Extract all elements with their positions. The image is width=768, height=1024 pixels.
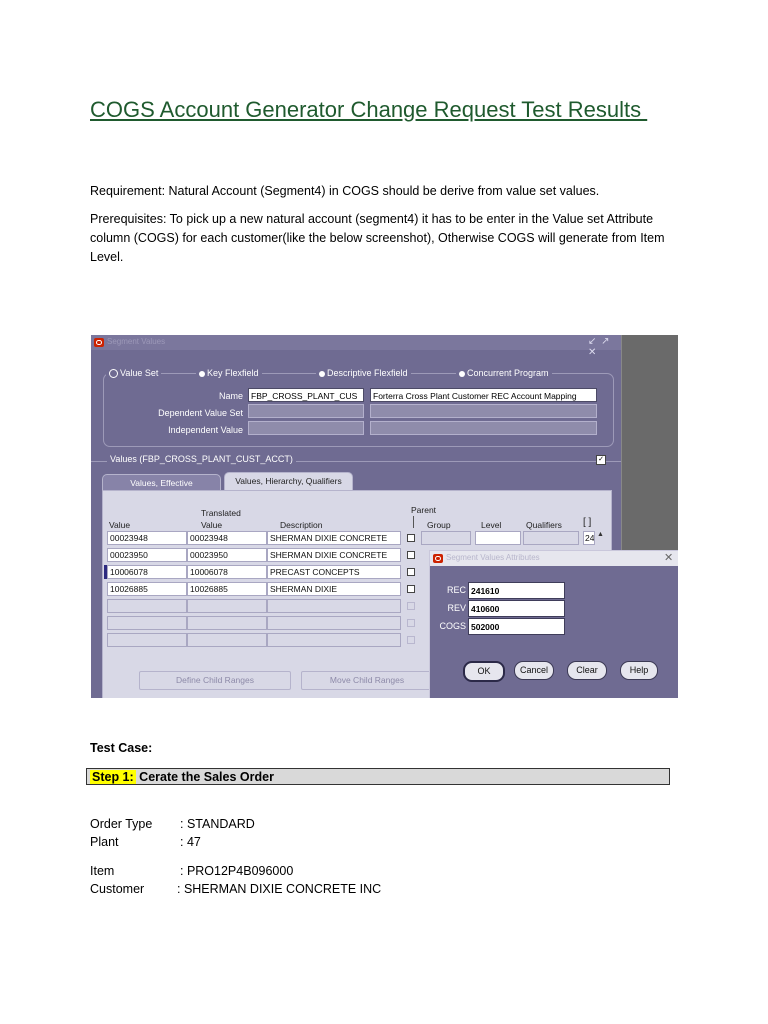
parent-checkbox[interactable] xyxy=(407,602,415,610)
group-cell[interactable] xyxy=(421,531,471,545)
radio-icon xyxy=(199,371,205,377)
requirement-text: Requirement: Natural Account (Segment4) in COGS should be derive from value set values. xyxy=(90,184,600,198)
radio-concurrent-program[interactable] xyxy=(456,368,552,378)
radio-label: Concurrent Program xyxy=(467,368,549,378)
radio-key-flexfield[interactable] xyxy=(196,368,262,378)
column-header-value: Value xyxy=(109,520,131,530)
radio-value-set[interactable] xyxy=(106,368,161,378)
table-row-description[interactable]: PRECAST CONCEPTS xyxy=(267,565,401,579)
segment-values-attributes-dialog xyxy=(429,550,678,698)
table-row-translated[interactable]: 00023948 xyxy=(187,531,267,545)
tab-values-hierarchy-qualifiers[interactable]: Values, Hierarchy, Qualifiers xyxy=(224,472,353,491)
step-number-highlight: Step 1: xyxy=(92,770,134,784)
table-row-empty[interactable] xyxy=(107,633,187,647)
column-header-group: Group xyxy=(427,520,451,530)
values-section-label: Values (FBP_CROSS_PLANT_CUST_ACCT) xyxy=(107,454,296,464)
dependent-description-field[interactable] xyxy=(370,404,597,418)
radio-selected-icon xyxy=(109,369,118,378)
table-row-empty[interactable] xyxy=(187,616,267,630)
table-row-translated[interactable]: 10026885 xyxy=(187,582,267,596)
scroll-up-icon[interactable]: ▲ xyxy=(597,531,604,538)
test-case-label: Test Case: xyxy=(90,741,153,755)
level-cell[interactable] xyxy=(475,531,521,545)
name-label: Name xyxy=(218,391,243,401)
field-key: Customer xyxy=(90,882,145,896)
field-value: : 47 xyxy=(180,835,201,849)
radio-label: Descriptive Flexfield xyxy=(327,368,408,378)
dependent-value-set-label: Dependent Value Set xyxy=(158,408,243,418)
prerequisites-text: Prerequisites: To pick up a new natural account (segment4) it has to be enter in the Value set Attribute column (COGS) for each customer(like the below screenshot), Otherwise COGS will generate from Item Level. xyxy=(90,212,665,264)
field-value: : STANDARD xyxy=(180,817,255,831)
independent-value-label: Independent Value xyxy=(168,425,243,435)
radio-icon xyxy=(319,371,325,377)
table-row-empty[interactable] xyxy=(107,599,187,613)
help-button[interactable]: Help xyxy=(620,661,658,680)
field-key: Item xyxy=(90,864,115,878)
column-header-bracket: [ ] xyxy=(583,517,592,528)
rec-label: REC xyxy=(446,585,466,595)
table-row-value[interactable]: 10026885 xyxy=(107,582,187,596)
rev-field[interactable]: 410600 xyxy=(468,600,565,617)
rec-field[interactable]: 241610 xyxy=(468,582,565,599)
column-header-translated-value: Value xyxy=(201,520,223,530)
column-header-level: Level xyxy=(481,520,502,530)
tab-values-effective[interactable]: Values, Effective xyxy=(102,474,221,491)
qualifiers-cell[interactable] xyxy=(523,531,579,545)
close-icon[interactable]: ✕ xyxy=(664,552,674,564)
clear-button[interactable]: Clear xyxy=(567,661,607,680)
dialog-titlebar xyxy=(430,551,678,566)
table-row-value[interactable]: 10006078 xyxy=(107,565,187,579)
name-field[interactable]: FBP_CROSS_PLANT_CUS xyxy=(248,388,364,402)
independent-description-field[interactable] xyxy=(370,421,597,435)
cogs-field[interactable]: 502000 xyxy=(468,618,565,635)
step-heading xyxy=(86,768,670,785)
values-checkbox[interactable]: ✓ xyxy=(596,455,606,465)
table-row-empty[interactable] xyxy=(267,633,401,647)
radio-descriptive-flexfield[interactable] xyxy=(316,368,411,378)
parent-checkbox[interactable] xyxy=(407,636,415,644)
define-child-ranges-button[interactable]: Define Child Ranges xyxy=(139,671,291,690)
window-title: Segment Values xyxy=(107,337,166,346)
step-text: Cerate the Sales Order xyxy=(135,770,274,784)
column-header-description: Description xyxy=(280,520,323,530)
table-row-empty[interactable] xyxy=(267,616,401,630)
ok-button[interactable]: OK xyxy=(463,661,505,682)
document-title: COGS Account Generator Change Request Test Results xyxy=(90,97,648,122)
field-value: : SHERMAN DIXIE CONCRETE INC xyxy=(177,882,382,896)
segment-values-window xyxy=(91,335,678,698)
parent-checkbox[interactable] xyxy=(407,551,415,559)
cancel-button[interactable]: Cancel xyxy=(514,661,554,680)
table-row-value[interactable]: 00023948 xyxy=(107,531,187,545)
parent-checkbox[interactable] xyxy=(407,585,415,593)
field-value: : PRO12P4B096000 xyxy=(180,864,294,878)
radio-icon xyxy=(459,371,465,377)
parent-checkbox[interactable] xyxy=(407,534,415,542)
field-key: Order Type xyxy=(90,817,153,831)
table-row-value[interactable]: 00023950 xyxy=(107,548,187,562)
column-header-translated: Translated xyxy=(201,508,241,518)
table-row-empty[interactable] xyxy=(267,599,401,613)
rev-label: REV xyxy=(447,603,466,613)
move-child-ranges-button[interactable]: Move Child Ranges xyxy=(301,671,433,690)
cogs-label: COGS xyxy=(439,621,466,631)
column-header-parent: Parent xyxy=(411,505,437,515)
name-description-field[interactable]: Forterra Cross Plant Customer REC Account Mapping xyxy=(370,388,597,402)
table-row-description[interactable]: SHERMAN DIXIE xyxy=(267,582,401,596)
dependent-value-set-field[interactable] xyxy=(248,404,364,418)
oracle-logo-icon xyxy=(94,338,104,347)
radio-label: Key Flexfield xyxy=(207,368,259,378)
parent-divider xyxy=(413,516,414,528)
source-radio-group xyxy=(106,368,606,382)
window-titlebar xyxy=(91,335,621,358)
table-row-description[interactable]: SHERMAN DIXIE CONCRETE xyxy=(267,531,401,545)
qualifier-value-cell[interactable]: 24 xyxy=(585,533,595,543)
table-row-empty[interactable] xyxy=(187,633,267,647)
field-key: Plant xyxy=(90,835,119,849)
parent-checkbox[interactable] xyxy=(407,568,415,576)
table-row-translated[interactable]: 00023950 xyxy=(187,548,267,562)
dialog-title: Segment Values Attributes xyxy=(446,553,540,562)
table-row-translated[interactable]: 10006078 xyxy=(187,565,267,579)
table-row-empty[interactable] xyxy=(187,599,267,613)
table-row-description[interactable]: SHERMAN DIXIE CONCRETE xyxy=(267,548,401,562)
oracle-logo-icon xyxy=(433,554,443,563)
column-header-qualifiers: Qualifiers xyxy=(526,520,562,530)
window-controls[interactable]: ↙ ↗ ✕ xyxy=(588,336,611,358)
radio-label: Value Set xyxy=(120,368,159,378)
table-row-empty[interactable] xyxy=(107,616,187,630)
independent-value-field[interactable] xyxy=(248,421,364,435)
parent-checkbox[interactable] xyxy=(407,619,415,627)
